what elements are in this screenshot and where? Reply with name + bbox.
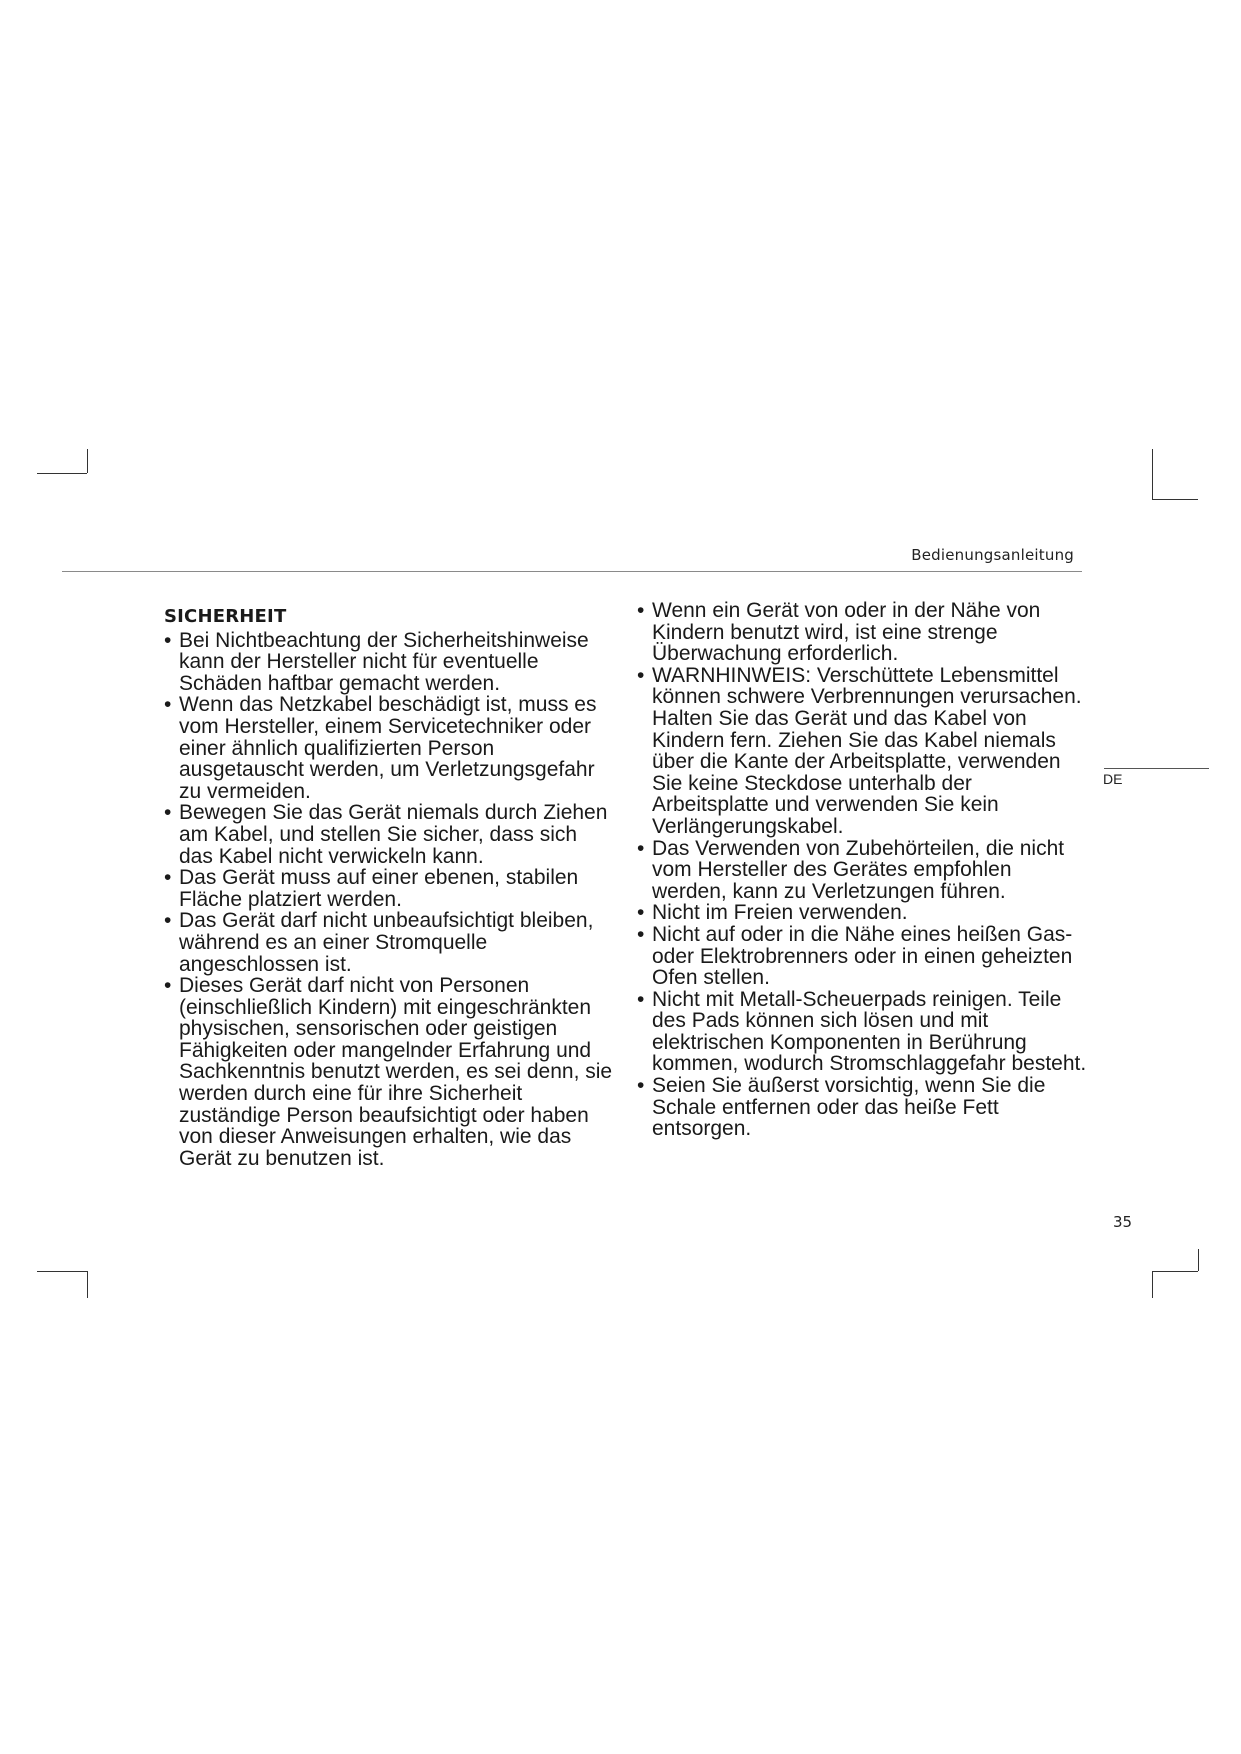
list-item: • Nicht mit Metall-Scheuerpads reinigen. Teile des Pads können sich lösen und mit elektrischen Komponenten in Berührung kommen, wodurch Stromschlaggefahr besteht. (637, 989, 1092, 1075)
section-title: SICHERHEIT (164, 606, 287, 627)
list-item: • Wenn das Netzkabel beschädigt ist, muss es vom Hersteller, einem Servicetechniker oder einer ähnlich qualifizierten Person ausgetauscht werden, um Verletzungsgefahr zu vermeiden. (164, 694, 614, 802)
right-column (637, 600, 1092, 1140)
list-item: • Seien Sie äußerst vorsichtig, wenn Sie die Schale entfernen oder das heiße Fett entsorgen. (637, 1075, 1092, 1140)
header-divider (62, 571, 1082, 572)
list-item: • Bei Nichtbeachtung der Sicherheitshinweise kann der Hersteller nicht für eventuelle Schäden haftbar gemacht werden. (164, 630, 614, 695)
list-item: • Das Verwenden von Zubehörteilen, die nicht vom Hersteller des Gerätes empfohlen werden, kann zu Verletzungen führen. (637, 838, 1092, 903)
safety-list-right (637, 600, 1092, 1140)
manual-title: Bedienungsanleitung (911, 546, 1074, 564)
language-code: DE (1103, 771, 1123, 787)
list-item: • Das Gerät muss auf einer ebenen, stabilen Fläche platziert werden. (164, 867, 614, 910)
list-item: • Dieses Gerät darf nicht von Personen (einschließlich Kindern) mit eingeschränkten physischen, sensorischen oder geistigen Fähigkeiten oder mangelnder Erfahrung und Sachkenntnis benutzt werden, es sei denn, sie werden durch eine für ihre Sicherheit zuständige Person beaufsichtigt oder haben von dieser Anweisungen erhalten, wie das Gerät zu benutzen ist. (164, 975, 614, 1169)
left-column (164, 600, 614, 1169)
safety-list-left (164, 630, 614, 1170)
list-item: • Nicht im Freien verwenden. (637, 902, 1092, 924)
language-divider (1104, 768, 1209, 769)
list-item: • Wenn ein Gerät von oder in der Nähe von Kindern benutzt wird, ist eine strenge Überwachung erforderlich. (637, 600, 1092, 665)
list-item: • WARNHINWEIS: Verschüttete Lebensmittel können schwere Verbrennungen verursachen. Halten Sie das Gerät und das Kabel von Kindern fern. Ziehen Sie das Kabel niemals über die Kante der Arbeitsplatte, verwenden Sie keine Steckdose unterhalb der Arbeitsplatte und verwenden Sie kein Verlängerungskabel. (637, 665, 1092, 838)
list-item: • Nicht auf oder in die Nähe eines heißen Gas- oder Elektrobrenners oder in einen geheizten Ofen stellen. (637, 924, 1092, 989)
page-number: 35 (1113, 1213, 1133, 1231)
list-item: • Das Gerät darf nicht unbeaufsichtigt bleiben, während es an einer Stromquelle angeschlossen ist. (164, 910, 614, 975)
list-item: • Bewegen Sie das Gerät niemals durch Ziehen am Kabel, und stellen Sie sicher, dass sich das Kabel nicht verwickeln kann. (164, 802, 614, 867)
